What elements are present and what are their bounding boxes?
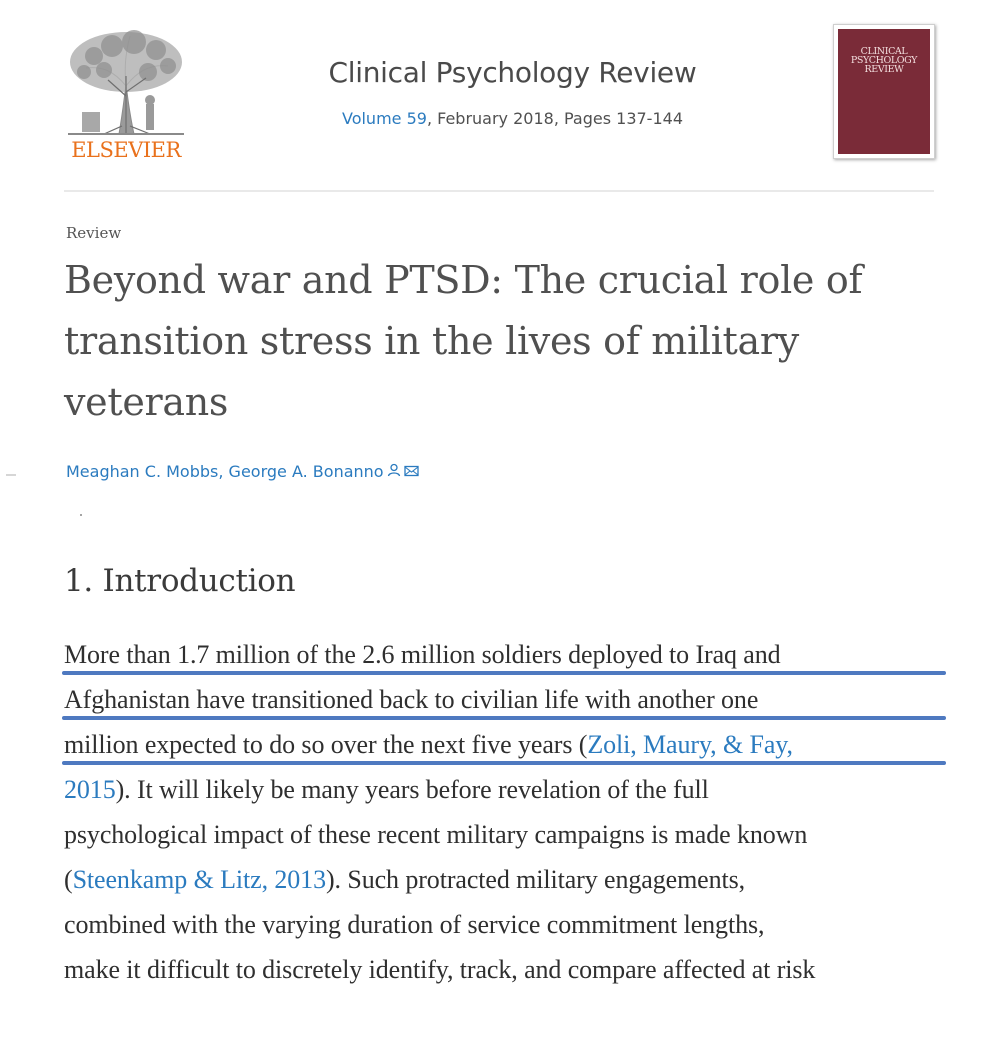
paragraph-line bbox=[64, 947, 944, 992]
author-link[interactable]: Meaghan C. Mobbs bbox=[66, 462, 219, 481]
section-heading: 1. Introduction bbox=[64, 563, 296, 599]
decorative-dot bbox=[80, 514, 82, 516]
section-body bbox=[64, 632, 944, 992]
journal-cover-image[interactable] bbox=[833, 24, 935, 159]
paragraph-line bbox=[64, 767, 944, 812]
article-type-label: Review bbox=[66, 224, 122, 242]
citation-link[interactable]: Zoli, Maury, & Fay, bbox=[587, 730, 793, 759]
paragraph-text: Afghanistan have transitioned back to civilian life with another one bbox=[64, 685, 759, 714]
author-list bbox=[66, 462, 419, 481]
issue-date-pages: , February 2018, Pages 137-144 bbox=[426, 109, 683, 128]
paragraph-text: combined with the varying duration of service commitment lengths, bbox=[64, 910, 765, 939]
article-title-line: Beyond war and PTSD: The crucial role of bbox=[64, 258, 863, 302]
volume-link[interactable]: Volume 59 bbox=[341, 109, 427, 128]
highlight-underline bbox=[62, 716, 946, 720]
article-title-line: transition stress in the lives of military bbox=[64, 319, 799, 363]
header-divider bbox=[64, 190, 934, 192]
paragraph-text: psychological impact of these recent military campaigns is made known bbox=[64, 820, 808, 849]
highlight-underline bbox=[62, 761, 946, 765]
article-title bbox=[64, 250, 944, 433]
citation-link[interactable]: 2015 bbox=[64, 775, 116, 804]
author-separator: , bbox=[218, 462, 229, 481]
paragraph-line bbox=[64, 812, 944, 857]
journal-cover-background bbox=[838, 29, 930, 154]
paragraph-text: ). It will likely be many years before revelation of the full bbox=[115, 775, 709, 804]
article-title-line: veterans bbox=[64, 380, 229, 424]
paragraph-text: million expected to do so over the next five years ( bbox=[64, 730, 588, 759]
paragraph-text: ( bbox=[64, 865, 73, 894]
journal-cover-title: CLINICAL PSYCHOLOGY REVIEW bbox=[850, 46, 918, 75]
paragraph-line bbox=[64, 677, 944, 722]
author-link[interactable]: George A. Bonanno bbox=[228, 462, 384, 481]
paragraph-line bbox=[64, 722, 944, 767]
paragraph-line bbox=[64, 902, 944, 947]
journal-title[interactable]: Clinical Psychology Review bbox=[328, 56, 697, 89]
publisher-name: ELSEVIER bbox=[71, 138, 181, 162]
side-marker bbox=[6, 474, 16, 476]
envelope-icon[interactable] bbox=[404, 462, 419, 481]
citation-link[interactable]: Steenkamp & Litz, 2013 bbox=[72, 865, 326, 894]
journal-issue-info bbox=[290, 109, 735, 128]
paragraph-line bbox=[64, 857, 944, 902]
highlight-underline bbox=[62, 671, 946, 675]
paragraph-line bbox=[64, 632, 944, 677]
paragraph-text: make it difficult to discretely identify, track, and compare affected at risk bbox=[64, 955, 816, 984]
paragraph-text: ). Such protracted military engagements, bbox=[325, 865, 746, 894]
paragraph-text: More than 1.7 million of the 2.6 million soldiers deployed to Iraq and bbox=[64, 640, 781, 669]
person-icon[interactable] bbox=[387, 462, 401, 481]
